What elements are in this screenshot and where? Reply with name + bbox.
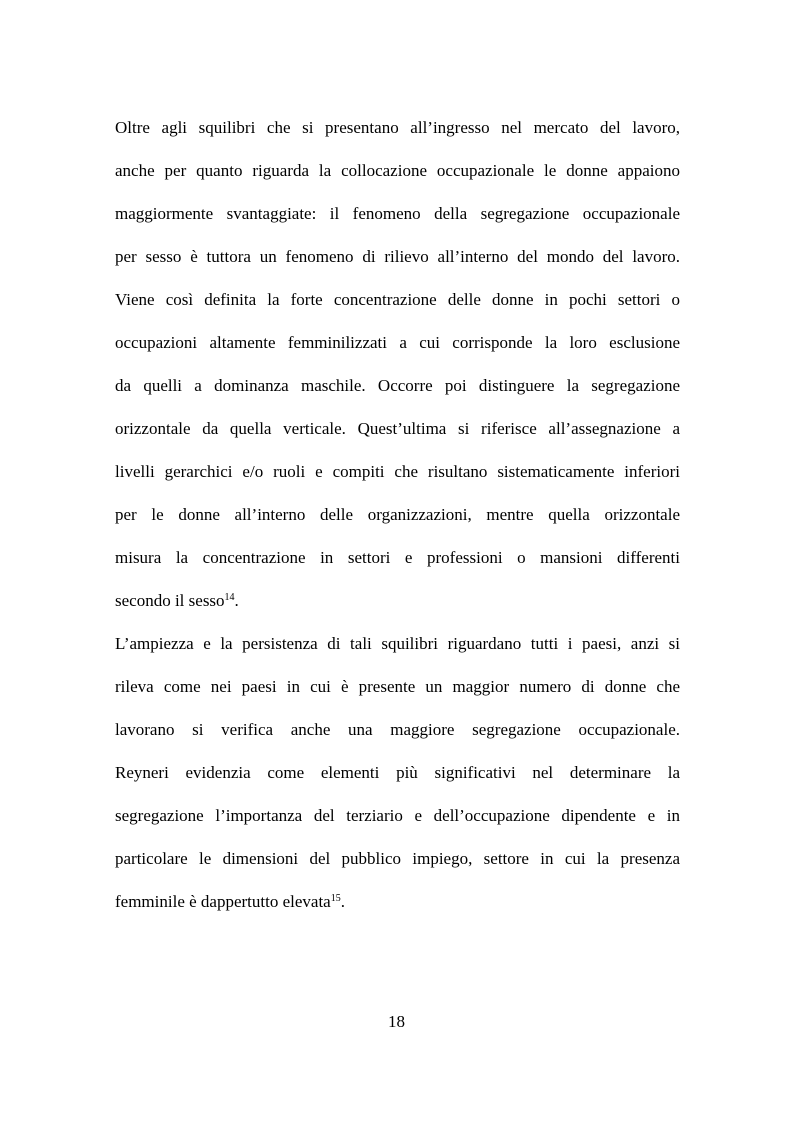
end-punctuation: . [340, 892, 345, 911]
text-line: segregazione l’importanza del terziario e dell’occupazione dipendente e in [115, 806, 680, 825]
end-punctuation: . [234, 591, 239, 610]
text-line: lavorano si verifica anche una maggiore segregazione occupazionale. [115, 720, 680, 739]
text-line: rileva come nei paesi in cui è presente un maggior numero di donne che [115, 677, 680, 696]
text-line: da quelli a dominanza maschile. Occorre poi distinguere la segregazione [115, 376, 680, 395]
text-line: maggiormente svantaggiate: il fenomeno della segregazione occupazionale [115, 204, 680, 223]
text-line: particolare le dimensioni del pubblico impiego, settore in cui la presenza [115, 849, 680, 868]
text-line: orizzontale da quella verticale. Quest’ultima si riferisce all’assegnazione a [115, 419, 680, 438]
paragraph-2 [115, 622, 680, 923]
text-line: Oltre agli squilibri che si presentano all’ingresso nel mercato del lavoro, [115, 118, 680, 137]
text-line-last [115, 880, 680, 923]
text-line-last [115, 579, 680, 622]
text-line: Reyneri evidenzia come elementi più significativi nel determinare la [115, 763, 680, 782]
paragraph-1 [115, 106, 680, 622]
text-line: anche per quanto riguarda la collocazione occupazionale le donne appaiono [115, 161, 680, 180]
text-line: Viene così definita la forte concentrazione delle donne in pochi settori o [115, 290, 680, 309]
text-line: L’ampiezza e la persistenza di tali squilibri riguardano tutti i paesi, anzi si [115, 634, 680, 653]
footnote-ref-15[interactable]: 15 [330, 893, 341, 904]
text-line: per sesso è tuttora un fenomeno di rilievo all’interno del mondo del lavoro. [115, 247, 680, 266]
footnote-ref-14[interactable]: 14 [224, 592, 235, 603]
last-line-text: femminile è dappertutto elevata [115, 892, 331, 911]
text-line: per le donne all’interno delle organizzazioni, mentre quella orizzontale [115, 505, 680, 524]
text-line: occupazioni altamente femminilizzati a cui corrisponde la loro esclusione [115, 333, 680, 352]
text-line: livelli gerarchici e/o ruoli e compiti che risultano sistematicamente inferiori [115, 462, 680, 481]
page-number: 18 [388, 1012, 405, 1031]
text-line: misura la concentrazione in settori e professioni o mansioni differenti [115, 548, 680, 567]
last-line-text: secondo il sesso [115, 591, 225, 610]
page-body [115, 106, 680, 923]
